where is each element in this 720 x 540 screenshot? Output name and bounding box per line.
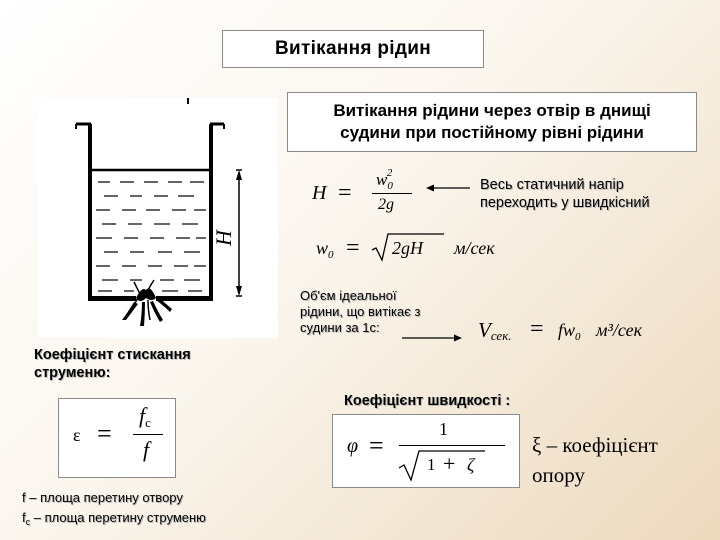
volume-lhs-v: V xyxy=(478,318,491,342)
head-formula-denominator: 2g xyxy=(378,196,394,213)
contraction-formula-box xyxy=(58,398,176,478)
head-formula xyxy=(312,168,422,218)
head-arrow xyxy=(426,183,470,193)
contraction-legend xyxy=(22,488,312,529)
head-formula-equals: = xyxy=(338,180,352,206)
volume-note xyxy=(300,288,460,336)
resistance-note xyxy=(532,430,712,490)
head-note xyxy=(480,176,700,212)
velocity-coef-den-zeta: ζ xyxy=(467,455,475,475)
vessel-drawing xyxy=(38,98,278,338)
contraction-fraction-bar xyxy=(133,434,163,435)
volume-note-line-3: судини за 1с: xyxy=(300,320,380,335)
velocity-unit: м/сек xyxy=(454,238,495,258)
velocity-lhs-w: w xyxy=(316,238,329,258)
resistance-note-line-2: опору xyxy=(532,463,585,487)
velocity-formula xyxy=(316,232,516,266)
velocity-formula-lhs: $w_0$ xyxy=(316,238,334,261)
velocity-radicand: 2gH xyxy=(392,238,423,258)
volume-formula xyxy=(478,316,698,350)
velocity-coef-numerator: 1 xyxy=(439,419,448,439)
head-note-line-1: Весь статичний напір xyxy=(480,177,624,193)
velocity-coef-den-one: 1 xyxy=(427,455,436,474)
velocity-coef-fraction-bar xyxy=(399,445,505,446)
volume-formula-rhs: $fw_0$ xyxy=(558,320,581,343)
volume-lhs-sub: сек. xyxy=(490,328,512,343)
contraction-legend-line-1: f – площа перетину отвору xyxy=(22,490,183,505)
volume-unit: м³/сек xyxy=(596,320,643,340)
contraction-label xyxy=(34,346,274,382)
subtitle xyxy=(333,100,650,144)
legend-fc: f xyxy=(22,510,26,525)
velocity-coef-den-plus: + xyxy=(443,451,456,476)
legend-fc-rest: – площа перетину струменю xyxy=(30,510,206,525)
contraction-num-f: f xyxy=(139,403,146,428)
head-numerator-w: w xyxy=(376,170,388,189)
contraction-num-sub: c xyxy=(145,415,151,430)
volume-note-line-2: рідини, що витікає з xyxy=(300,304,421,319)
subtitle-box xyxy=(287,92,697,152)
contraction-label-line-2: струменю: xyxy=(34,365,111,381)
contraction-denominator: f xyxy=(143,437,150,462)
head-formula-numerator: $w_0^2$ xyxy=(376,167,393,192)
volume-rhs-fw: fw xyxy=(558,320,576,340)
velocity-coef-label: Коефіцієнт швидкості : xyxy=(344,393,511,409)
height-label: H xyxy=(211,230,236,246)
volume-arrow xyxy=(402,333,462,343)
legend-fc-sub: c xyxy=(25,517,31,527)
head-fraction-bar xyxy=(372,193,412,194)
velocity-formula-equals: = xyxy=(346,235,360,261)
volume-note-line-1: Об'єм ідеальної xyxy=(300,288,397,303)
velocity-coef-equals: = xyxy=(369,431,384,460)
slide-title: Витікання рідин xyxy=(275,38,431,59)
velocity-coef-box xyxy=(332,414,520,488)
vessel-diagram xyxy=(38,98,278,338)
slide-title-box xyxy=(222,30,484,68)
contraction-lhs: ε xyxy=(73,425,81,445)
volume-formula-equals: = xyxy=(530,316,544,342)
head-formula-lhs: H xyxy=(312,182,327,204)
subtitle-line-1: Витікання рідини через отвір в днищі xyxy=(333,101,651,120)
volume-formula-lhs xyxy=(478,318,512,343)
resistance-note-line-1: ξ – коефіцієнт xyxy=(532,433,658,457)
contraction-label-line-1: Коефіцієнт стискання xyxy=(34,347,191,363)
contraction-legend-line-2 xyxy=(22,510,206,525)
head-note-line-2: переходить у швидкісний xyxy=(480,195,650,211)
velocity-coef-lhs: φ xyxy=(347,435,359,457)
contraction-numerator xyxy=(139,403,151,429)
subtitle-line-2: судини при постійному рівні рідини xyxy=(340,123,644,142)
contraction-equals: = xyxy=(97,419,112,448)
